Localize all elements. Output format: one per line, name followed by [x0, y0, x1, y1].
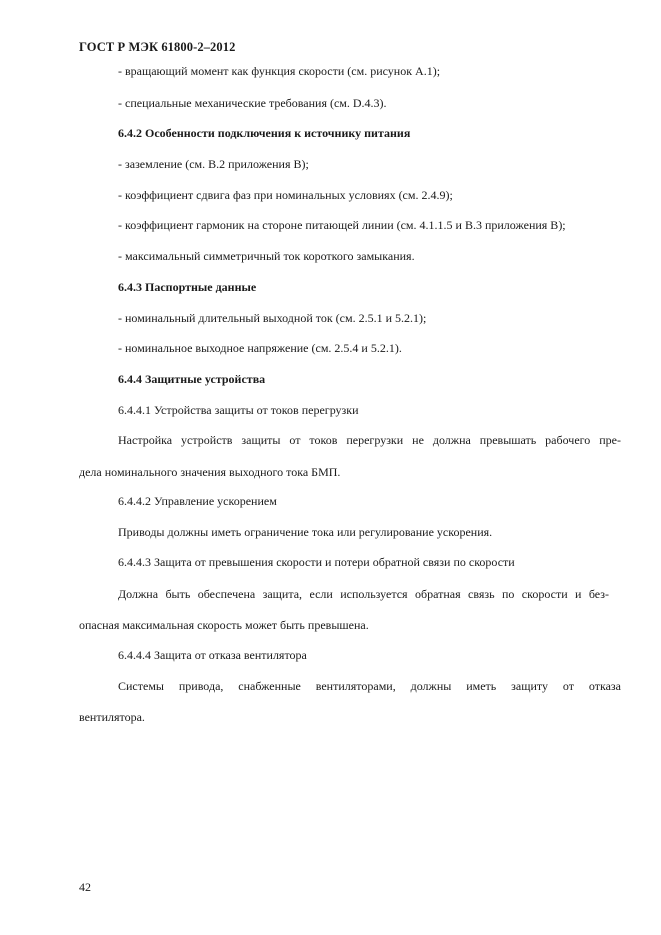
subsection-heading-6-4-4-2: 6.4.4.2 Управление ускорением [118, 494, 277, 508]
subsection-heading-6-4-4-3: 6.4.4.3 Защита от превышения скорости и потери обратной связи по скорости [118, 555, 515, 569]
list-item: - максимальный симметричный ток короткого замыкания. [118, 249, 415, 263]
paragraph-line: дела номинального значения выходного тока БМП. [79, 465, 341, 479]
list-item: - коэффициент гармоник на стороне питающей линии (см. 4.1.1.5 и В.3 приложения В); [118, 218, 566, 232]
list-item: - заземление (см. В.2 приложения В); [118, 157, 309, 171]
list-item: - номинальный длительный выходной ток (см. 2.5.1 и 5.2.1); [118, 311, 427, 325]
paragraph-line: Настройка устройств защиты от токов перегрузки не должна превышать рабочего пре- [118, 433, 621, 447]
paragraph-line: вентилятора. [79, 710, 145, 724]
section-heading-6-4-3: 6.4.3 Паспортные данные [118, 280, 257, 294]
list-item: - номинальное выходное напряжение (см. 2.5.4 и 5.2.1). [118, 341, 402, 355]
paragraph-line: Должна быть обеспечена защита, если используется обратная связь по скорости и без- [118, 587, 609, 601]
section-heading-6-4-2: 6.4.2 Особенности подключения к источнику питания [118, 126, 411, 140]
section-heading-6-4-4: 6.4.4 Защитные устройства [118, 372, 266, 386]
paragraph-line: опасная максимальная скорость может быть превышена. [79, 618, 369, 632]
document-header: ГОСТ Р МЭК 61800-2–2012 [79, 40, 236, 54]
page-number: 42 [79, 880, 91, 894]
subsection-heading-6-4-4-1: 6.4.4.1 Устройства защиты от токов перегрузки [118, 403, 359, 417]
list-item: - вращающий момент как функция скорости (см. рисунок А.1); [118, 64, 441, 78]
subsection-heading-6-4-4-4: 6.4.4.4 Защита от отказа вентилятора [118, 648, 307, 662]
paragraph-line: Приводы должны иметь ограничение тока или регулирование ускорения. [118, 525, 493, 539]
list-item: - коэффициент сдвига фаз при номинальных условиях (см. 2.4.9); [118, 188, 453, 202]
list-item: - специальные механические требования (см. D.4.3). [118, 96, 387, 110]
paragraph-line: Системы привода, снабженные вентиляторами, должны иметь защиту от отказа [118, 679, 621, 693]
